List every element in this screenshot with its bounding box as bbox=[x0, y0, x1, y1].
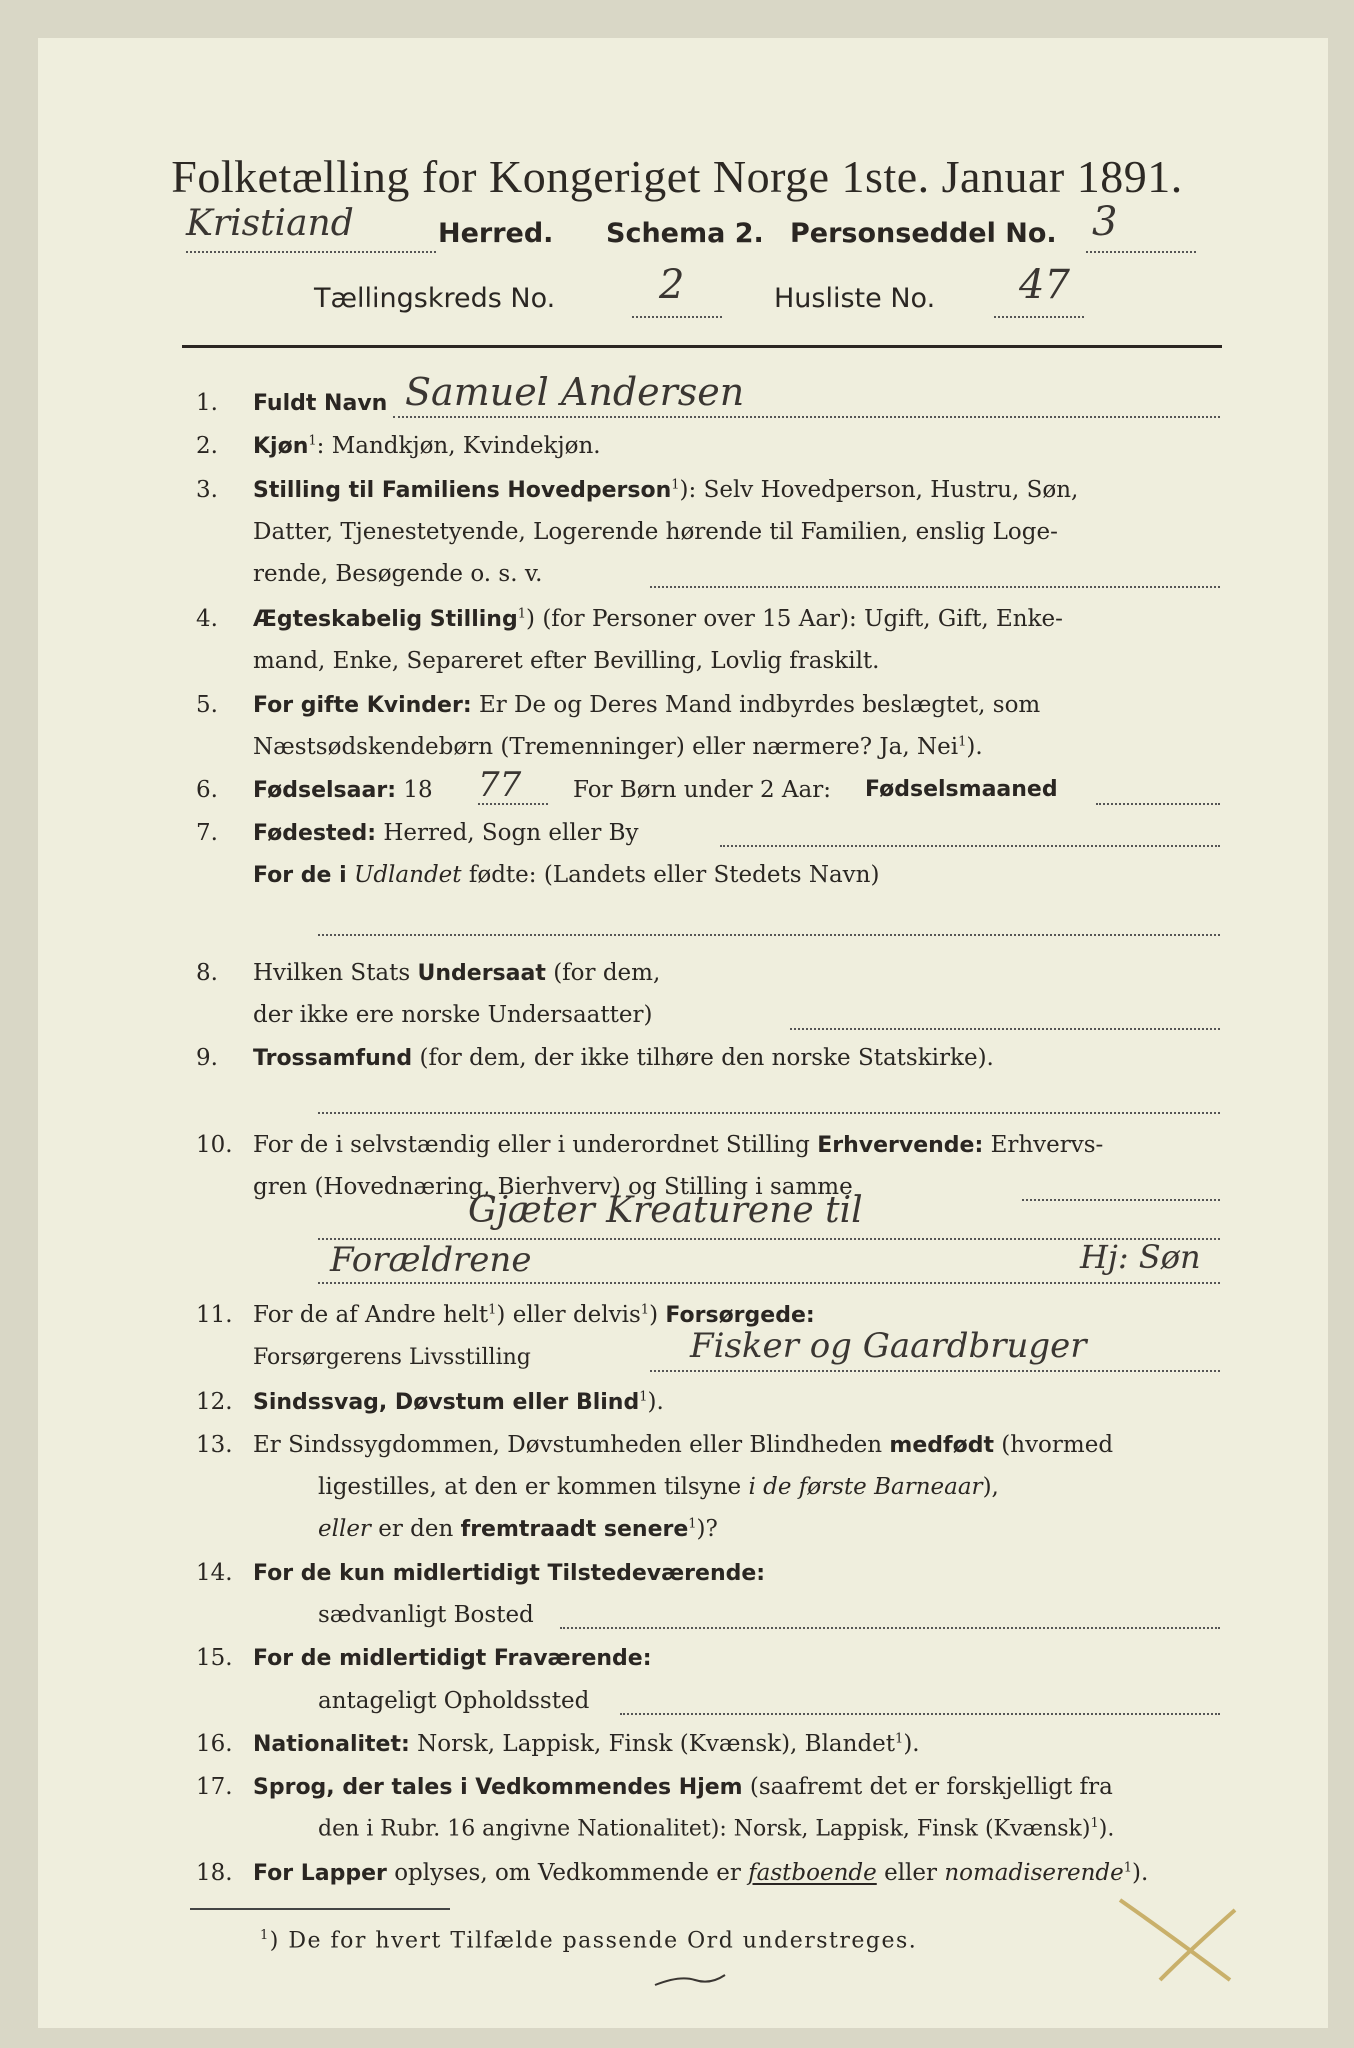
occupation-value-1: Gjæter Kreaturene til bbox=[468, 1190, 863, 1231]
item-label: Kjøn bbox=[253, 434, 309, 459]
item-10-dotline-3 bbox=[318, 1282, 1220, 1284]
item-16: Nationalitet: Norsk, Lappisk, Finsk (Kvænsk), Blandet$^1$). bbox=[253, 1731, 920, 1757]
item-number: 7. bbox=[196, 820, 218, 846]
item-number: 4. bbox=[196, 606, 218, 632]
item-label: Nationalitet: bbox=[253, 1732, 410, 1757]
item-text: (for dem, bbox=[553, 960, 661, 986]
census-form bbox=[38, 38, 1328, 2028]
item-number: 16. bbox=[196, 1731, 233, 1757]
item-text: For Børn under 2 Aar: bbox=[573, 777, 831, 803]
item-text: oplyses, om Vedkommende er bbox=[394, 1860, 741, 1886]
item-3: Stilling til Familiens Hovedperson$^1$): Selv Hovedperson, Hustru, Søn, bbox=[253, 477, 1079, 503]
item-label: Sprog, der tales i Vedkommendes Hjem bbox=[253, 1775, 743, 1800]
item-text: Erhvervs- bbox=[990, 1132, 1104, 1158]
item-number: 8. bbox=[196, 960, 218, 986]
item-text: Selv Hovedperson, Hustru, Søn, bbox=[703, 477, 1079, 503]
item-number: 1. bbox=[196, 390, 218, 416]
item-9 bbox=[253, 1045, 994, 1071]
item-11: For de af Andre helt$^1$) eller delvis$^1$) Forsørgede: bbox=[253, 1302, 815, 1328]
item-8-line2: der ikke ere norske Undersaatter) bbox=[253, 1002, 653, 1028]
item-10-line2: gren (Hovednæring, Bierhverv) og Stilling i samme bbox=[253, 1174, 853, 1200]
item-label: For de kun midlertidigt Tilstedeværende: bbox=[253, 1561, 766, 1586]
pen-stroke-drawing bbox=[650, 1965, 730, 1995]
herred-label: Herred. bbox=[438, 218, 554, 249]
item-text: Hvilken Stats bbox=[253, 960, 411, 986]
schema-label: Schema 2. bbox=[606, 218, 764, 249]
item-label: fremtraadt senere bbox=[460, 1517, 689, 1542]
item-text: eller bbox=[318, 1516, 371, 1542]
item-6 bbox=[253, 765, 1223, 805]
item-number: 6. bbox=[196, 777, 218, 803]
item-label: For de midlertidigt Fraværende: bbox=[253, 1646, 652, 1671]
item-18: For Lapper oplyses, om Vedkommende er fastboende eller nomadiserende$^1$). bbox=[253, 1860, 1149, 1886]
item-text: Norsk, Lappisk, Finsk (Kvænsk), Blandet bbox=[417, 1731, 896, 1757]
birth-year-prefix: 18 bbox=[403, 777, 433, 803]
taellingskreds-dotline bbox=[632, 316, 722, 318]
item-text: (hvormed bbox=[1001, 1432, 1114, 1458]
cross-mark-drawing bbox=[1100, 1880, 1260, 1990]
footnote-mark: 1 bbox=[308, 433, 317, 449]
item-label: Ægteskabelig Stilling bbox=[253, 607, 518, 632]
item-1-dotline bbox=[393, 416, 1220, 418]
item-15-line2: antageligt Opholdssted bbox=[318, 1688, 590, 1714]
occupation-value-2: Forældrene bbox=[330, 1240, 532, 1280]
item-text: Herred, Sogn eller By bbox=[383, 820, 639, 846]
birth-year-value: 77 bbox=[478, 765, 522, 805]
item-3-line3: rende, Besøgende o. s. v. bbox=[253, 561, 543, 587]
item-11-line2: Forsørgerens Livsstilling bbox=[253, 1345, 531, 1370]
item-text: Mandkjøn, Kvindekjøn. bbox=[331, 433, 601, 459]
item-number: 10. bbox=[196, 1132, 233, 1158]
item-label: Fødested: bbox=[253, 821, 376, 846]
item-17-line2: den i Rubr. 16 angivne Nationalitet): Norsk, Lappisk, Finsk (Kvænsk)$^1$). bbox=[318, 1816, 1115, 1842]
item-label: Stilling til Familiens Hovedperson bbox=[253, 478, 672, 503]
item-3-line2: Datter, Tjenestetyende, Logerende hørende til Familien, enslig Loge- bbox=[253, 519, 1058, 545]
item-text: ligestilles, at den er kommen tilsyne bbox=[318, 1474, 742, 1500]
item-5 bbox=[253, 692, 1040, 718]
item-text: i de første Barneaar bbox=[748, 1474, 983, 1500]
item-text: Er De og Deres Mand indbyrdes beslægtet, som bbox=[478, 692, 1041, 718]
personseddel-label: Personseddel No. bbox=[790, 218, 1057, 249]
item-12: Sindssvag, Døvstum eller Blind$^1$). bbox=[253, 1389, 664, 1415]
item-7-line2 bbox=[253, 862, 879, 888]
footnote-text: De for hvert Tilfælde passende Ord understreges. bbox=[288, 1928, 918, 1954]
item-text: fødte: (Landets eller Stedets Navn) bbox=[468, 862, 880, 888]
item-text: Udlandet bbox=[353, 862, 462, 888]
item-text: Er Sindssygdommen, Døvstumheden eller Blindheden bbox=[253, 1432, 883, 1458]
husliste-dotline bbox=[994, 316, 1084, 318]
header-rule bbox=[182, 345, 1222, 348]
item-label: Forsørgede: bbox=[665, 1303, 815, 1328]
item-text: eller bbox=[884, 1860, 938, 1886]
item-label: Erhvervende: bbox=[817, 1133, 984, 1158]
item-10 bbox=[253, 1132, 1103, 1158]
item-text: fastboende bbox=[748, 1860, 877, 1886]
item-15-dotline bbox=[620, 1713, 1220, 1715]
item-14-line2: sædvanligt Bosted bbox=[318, 1602, 534, 1628]
item-label: Trossamfund bbox=[253, 1046, 413, 1071]
item-number: 9. bbox=[196, 1045, 218, 1071]
item-10-dotline bbox=[1022, 1199, 1220, 1201]
item-7-dotline-2 bbox=[318, 934, 1220, 936]
taellingskreds-label: Tællingskreds No. bbox=[314, 283, 556, 314]
item-15 bbox=[253, 1645, 652, 1671]
item-text: Næstsødskendebørn (Tremenninger) eller nærmere? Ja, Nei bbox=[253, 734, 959, 760]
form-title: Folketælling for Kongeriget Norge 1ste. Januar 1891. bbox=[171, 151, 1183, 202]
item-label: For gifte Kvinder: bbox=[253, 693, 472, 718]
item-number: 2. bbox=[196, 433, 218, 459]
item-7-dotline bbox=[720, 845, 1220, 847]
item-14-dotline bbox=[560, 1627, 1220, 1629]
item-label: medfødt bbox=[889, 1433, 994, 1458]
item-9-dotline bbox=[318, 1112, 1220, 1114]
full-name-value: Samuel Andersen bbox=[405, 370, 745, 414]
birth-month-dotline bbox=[1096, 803, 1220, 805]
husliste-value: 47 bbox=[1019, 262, 1070, 308]
item-number: 17. bbox=[196, 1774, 233, 1800]
item-label: For de i bbox=[253, 863, 347, 888]
item-number: 13. bbox=[196, 1432, 233, 1458]
item-4-line2: mand, Enke, Separeret efter Bevilling, Lovlig fraskilt. bbox=[253, 648, 880, 674]
item-label: Fødselsmaaned bbox=[865, 777, 1058, 802]
husliste-label: Husliste No. bbox=[774, 283, 936, 314]
item-text: er den bbox=[378, 1516, 454, 1542]
item-text: nomadiserende bbox=[944, 1860, 1124, 1886]
item-number: 15. bbox=[196, 1645, 233, 1671]
item-13 bbox=[253, 1432, 1113, 1458]
item-1 bbox=[253, 390, 387, 416]
footnote-rule bbox=[190, 1908, 450, 1910]
item-label: Fuldt Navn bbox=[253, 391, 388, 416]
item-2: Kjøn$^1$: Mandkjøn, Kvindekjøn. bbox=[253, 433, 601, 459]
item-number: 3. bbox=[196, 477, 218, 503]
item-number: 5. bbox=[196, 692, 218, 718]
item-8 bbox=[253, 960, 660, 986]
herred-value: Kristiand bbox=[186, 203, 354, 244]
item-label: For Lapper bbox=[253, 1861, 387, 1886]
item-label: Sindssvag, Døvstum eller Blind bbox=[253, 1390, 640, 1415]
item-5-line2: Næstsødskendebørn (Tremenninger) eller nærmere? Ja, Nei$^1$). bbox=[253, 734, 983, 760]
item-7 bbox=[253, 820, 639, 846]
item-number: 14. bbox=[196, 1560, 233, 1586]
provider-occupation-value: Fisker og Gaardbruger bbox=[690, 1326, 1087, 1366]
item-11-dotline bbox=[650, 1370, 1220, 1372]
item-number: 11. bbox=[196, 1302, 233, 1328]
item-13-line3: eller er den fremtraadt senere$^1$)? bbox=[318, 1516, 718, 1542]
item-4: Ægteskabelig Stilling$^1$) (for Personer over 15 Aar): Ugift, Gift, Enke- bbox=[253, 606, 1063, 632]
item-text: (saafremt det er forskjelligt fra bbox=[749, 1774, 1113, 1800]
item-17 bbox=[253, 1774, 1113, 1800]
herred-dotline bbox=[186, 251, 436, 253]
item-text: (for Personer over 15 Aar): Ugift, Gift, Enke- bbox=[542, 606, 1063, 632]
personseddel-dotline bbox=[1086, 251, 1196, 253]
item-text: For de i selvstændig eller i underordnet Stilling bbox=[253, 1132, 810, 1158]
taellingskreds-value: 2 bbox=[659, 262, 685, 308]
item-label: Undersaat bbox=[417, 961, 546, 986]
item-13-line2: ligestilles, at den er kommen tilsyne i de første Barneaar), bbox=[318, 1474, 999, 1500]
item-14 bbox=[253, 1560, 765, 1586]
item-number: 12. bbox=[196, 1389, 233, 1415]
footnote: $^1$) De for hvert Tilfælde passende Ord understreges. bbox=[260, 1928, 918, 1954]
item-3-dotline bbox=[650, 586, 1220, 588]
item-text: eller delvis bbox=[512, 1302, 641, 1328]
personseddel-value: 3 bbox=[1092, 199, 1118, 245]
occupation-value-3: Hj: Søn bbox=[1080, 1238, 1201, 1276]
item-text: For de af Andre helt bbox=[253, 1302, 489, 1328]
item-number: 18. bbox=[196, 1860, 233, 1886]
item-label: Fødselsaar: bbox=[253, 778, 396, 803]
item-8-dotline bbox=[790, 1028, 1220, 1030]
item-text: den i Rubr. 16 angivne Nationalitet): Norsk, Lappisk, Finsk (Kvænsk) bbox=[318, 1816, 1091, 1842]
item-text: (for dem, der ikke tilhøre den norske Statskirke). bbox=[419, 1045, 994, 1071]
birth-year-dotline bbox=[478, 803, 548, 805]
